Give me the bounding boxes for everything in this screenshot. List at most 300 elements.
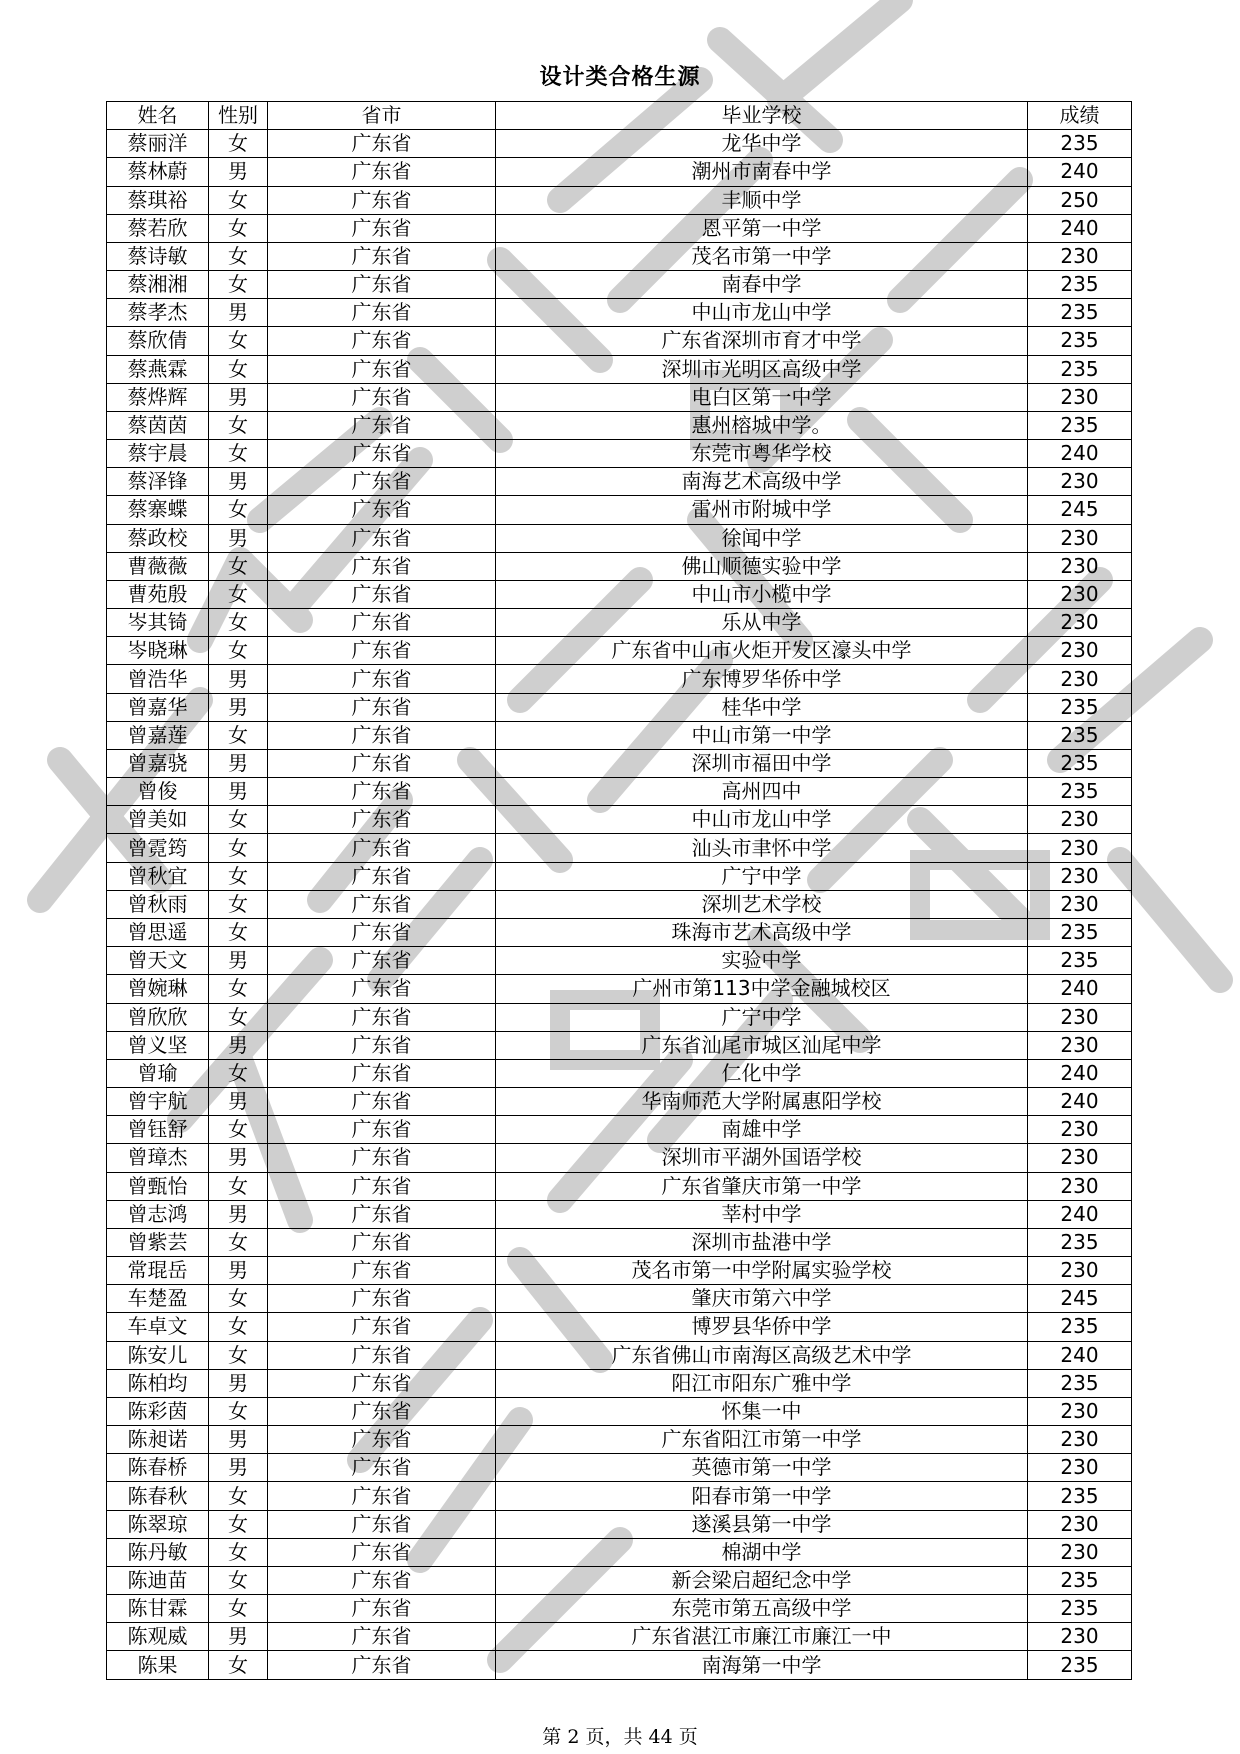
cell-score: 230: [1028, 665, 1132, 693]
cell-name: 陈柏均: [107, 1369, 209, 1397]
table-row: [107, 1566, 1132, 1594]
cell-name: 曾宇航: [107, 1088, 209, 1116]
cell-gender: 女: [209, 609, 268, 637]
cell-province: 广东省: [268, 749, 496, 777]
cell-score: 235: [1028, 271, 1132, 299]
cell-province: 广东省: [268, 1426, 496, 1454]
header-score: 成绩: [1028, 102, 1132, 130]
cell-province: 广东省: [268, 721, 496, 749]
cell-gender: 男: [209, 1088, 268, 1116]
cell-school: 佛山顺德实验中学: [496, 552, 1028, 580]
cell-gender: 女: [209, 1538, 268, 1566]
cell-gender: 女: [209, 355, 268, 383]
cell-score: 230: [1028, 862, 1132, 890]
cell-school: 东莞市粤华学校: [496, 440, 1028, 468]
cell-province: 广东省: [268, 524, 496, 552]
cell-school: 怀集一中: [496, 1397, 1028, 1425]
cell-score: 230: [1028, 1623, 1132, 1651]
cell-school: 广宁中学: [496, 1003, 1028, 1031]
cell-gender: 女: [209, 1285, 268, 1313]
cell-score: 235: [1028, 721, 1132, 749]
cell-school: 高州四中: [496, 778, 1028, 806]
cell-province: 广东省: [268, 327, 496, 355]
cell-score: 240: [1028, 1341, 1132, 1369]
cell-school: 广东省湛江市廉江市廉江一中: [496, 1623, 1028, 1651]
cell-gender: 女: [209, 271, 268, 299]
cell-province: 广东省: [268, 130, 496, 158]
table-row: [107, 1397, 1132, 1425]
cell-score: 235: [1028, 1313, 1132, 1341]
cell-school: 珠海市艺术高级中学: [496, 918, 1028, 946]
cell-name: 蔡湘湘: [107, 271, 209, 299]
cell-score: 250: [1028, 186, 1132, 214]
cell-province: 广东省: [268, 975, 496, 1003]
cell-score: 230: [1028, 1510, 1132, 1538]
cell-school: 雷州市附城中学: [496, 496, 1028, 524]
cell-score: 230: [1028, 1172, 1132, 1200]
cell-name: 曾志鸿: [107, 1200, 209, 1228]
table-row: [107, 524, 1132, 552]
cell-gender: 男: [209, 1623, 268, 1651]
cell-gender: 女: [209, 975, 268, 1003]
cell-gender: 女: [209, 186, 268, 214]
cell-name: 车卓文: [107, 1313, 209, 1341]
cell-score: 235: [1028, 1566, 1132, 1594]
cell-score: 230: [1028, 609, 1132, 637]
cell-score: 230: [1028, 1538, 1132, 1566]
cell-province: 广东省: [268, 1566, 496, 1594]
cell-school: 东莞市第五高级中学: [496, 1595, 1028, 1623]
cell-gender: 男: [209, 524, 268, 552]
table-row: [107, 214, 1132, 242]
cell-province: 广东省: [268, 637, 496, 665]
cell-school: 广东省阳江市第一中学: [496, 1426, 1028, 1454]
cell-school: 深圳市平湖外国语学校: [496, 1144, 1028, 1172]
cell-school: 惠州榕城中学。: [496, 411, 1028, 439]
cell-gender: 男: [209, 383, 268, 411]
cell-gender: 女: [209, 721, 268, 749]
cell-score: 235: [1028, 1369, 1132, 1397]
cell-score: 235: [1028, 1482, 1132, 1510]
cell-province: 广东省: [268, 580, 496, 608]
cell-school: 广宁中学: [496, 862, 1028, 890]
cell-name: 蔡茵茵: [107, 411, 209, 439]
cell-province: 广东省: [268, 496, 496, 524]
cell-gender: 男: [209, 1257, 268, 1285]
cell-school: 广东省深圳市育才中学: [496, 327, 1028, 355]
cell-score: 230: [1028, 834, 1132, 862]
cell-name: 曾思遥: [107, 918, 209, 946]
table-row: [107, 158, 1132, 186]
table-row: [107, 693, 1132, 721]
table-row: [107, 1369, 1132, 1397]
cell-school: 中山市第一中学: [496, 721, 1028, 749]
cell-score: 235: [1028, 299, 1132, 327]
cell-province: 广东省: [268, 383, 496, 411]
cell-gender: 女: [209, 1510, 268, 1538]
table-row: [107, 1538, 1132, 1566]
cell-school: 南海艺术高级中学: [496, 468, 1028, 496]
cell-gender: 女: [209, 1116, 268, 1144]
cell-name: 曾婉琳: [107, 975, 209, 1003]
cell-school: 深圳艺术学校: [496, 890, 1028, 918]
cell-school: 南春中学: [496, 271, 1028, 299]
cell-school: 广东省肇庆市第一中学: [496, 1172, 1028, 1200]
table-row: [107, 1059, 1132, 1087]
cell-province: 广东省: [268, 834, 496, 862]
table-row: [107, 383, 1132, 411]
cell-name: 蔡林蔚: [107, 158, 209, 186]
cell-gender: 男: [209, 778, 268, 806]
cell-province: 广东省: [268, 665, 496, 693]
cell-name: 蔡欣倩: [107, 327, 209, 355]
cell-score: 230: [1028, 1003, 1132, 1031]
cell-name: 蔡宇晨: [107, 440, 209, 468]
cell-score: 240: [1028, 214, 1132, 242]
cell-name: 陈昶诺: [107, 1426, 209, 1454]
table-row: [107, 890, 1132, 918]
cell-school: 新会梁启超纪念中学: [496, 1566, 1028, 1594]
cell-score: 230: [1028, 806, 1132, 834]
cell-name: 曾钰舒: [107, 1116, 209, 1144]
table-row: [107, 918, 1132, 946]
cell-school: 广东省佛山市南海区高级艺术中学: [496, 1341, 1028, 1369]
cell-gender: 女: [209, 1595, 268, 1623]
cell-gender: 女: [209, 918, 268, 946]
cell-school: 南海第一中学: [496, 1651, 1028, 1679]
cell-school: 华南师范大学附属惠阳学校: [496, 1088, 1028, 1116]
cell-school: 茂名市第一中学: [496, 242, 1028, 270]
cell-name: 曾俊: [107, 778, 209, 806]
cell-gender: 女: [209, 214, 268, 242]
cell-province: 广东省: [268, 1200, 496, 1228]
table-row: [107, 1144, 1132, 1172]
cell-province: 广东省: [268, 242, 496, 270]
table-row: [107, 749, 1132, 777]
cell-school: 阳春市第一中学: [496, 1482, 1028, 1510]
cell-name: 蔡丽洋: [107, 130, 209, 158]
table-row: [107, 186, 1132, 214]
cell-gender: 女: [209, 890, 268, 918]
cell-gender: 女: [209, 1059, 268, 1087]
cell-gender: 男: [209, 1369, 268, 1397]
table-row: [107, 1228, 1132, 1256]
cell-province: 广东省: [268, 1538, 496, 1566]
cell-gender: 女: [209, 1003, 268, 1031]
cell-gender: 男: [209, 947, 268, 975]
cell-name: 曾紫芸: [107, 1228, 209, 1256]
cell-province: 广东省: [268, 1510, 496, 1538]
cell-school: 仁化中学: [496, 1059, 1028, 1087]
table-row: [107, 327, 1132, 355]
cell-gender: 男: [209, 1454, 268, 1482]
cell-gender: 女: [209, 1341, 268, 1369]
cell-name: 陈甘霖: [107, 1595, 209, 1623]
cell-name: 陈春秋: [107, 1482, 209, 1510]
cell-gender: 男: [209, 1031, 268, 1059]
cell-gender: 男: [209, 1200, 268, 1228]
table-row: [107, 552, 1132, 580]
table-row: [107, 242, 1132, 270]
cell-name: 车楚盈: [107, 1285, 209, 1313]
header-name: 姓名: [107, 102, 209, 130]
cell-school: 汕头市聿怀中学: [496, 834, 1028, 862]
cell-name: 陈丹敏: [107, 1538, 209, 1566]
cell-province: 广东省: [268, 1397, 496, 1425]
cell-score: 240: [1028, 440, 1132, 468]
cell-name: 蔡燕霖: [107, 355, 209, 383]
cell-province: 广东省: [268, 355, 496, 383]
table-row: [107, 1341, 1132, 1369]
cell-gender: 女: [209, 440, 268, 468]
cell-name: 陈迪苗: [107, 1566, 209, 1594]
cell-school: 茂名市第一中学附属实验学校: [496, 1257, 1028, 1285]
cell-province: 广东省: [268, 1341, 496, 1369]
header-school: 毕业学校: [496, 102, 1028, 130]
table-header-row: [107, 102, 1132, 130]
cell-gender: 女: [209, 637, 268, 665]
cell-name: 蔡琪裕: [107, 186, 209, 214]
cell-name: 曾浩华: [107, 665, 209, 693]
table-row: [107, 665, 1132, 693]
cell-gender: 男: [209, 749, 268, 777]
table-row: [107, 468, 1132, 496]
cell-name: 陈果: [107, 1651, 209, 1679]
cell-gender: 女: [209, 1313, 268, 1341]
cell-name: 曾嘉华: [107, 693, 209, 721]
cell-province: 广东省: [268, 1144, 496, 1172]
cell-score: 240: [1028, 1200, 1132, 1228]
cell-name: 陈春桥: [107, 1454, 209, 1482]
cell-province: 广东省: [268, 806, 496, 834]
cell-school: 实验中学: [496, 947, 1028, 975]
cell-school: 龙华中学: [496, 130, 1028, 158]
cell-school: 博罗县华侨中学: [496, 1313, 1028, 1341]
cell-province: 广东省: [268, 1257, 496, 1285]
cell-name: 岑晓琳: [107, 637, 209, 665]
cell-gender: 男: [209, 665, 268, 693]
table-row: [107, 1088, 1132, 1116]
table-row: [107, 1510, 1132, 1538]
cell-province: 广东省: [268, 1059, 496, 1087]
cell-score: 245: [1028, 1285, 1132, 1313]
cell-name: 曾天文: [107, 947, 209, 975]
cell-score: 230: [1028, 552, 1132, 580]
cell-score: 230: [1028, 637, 1132, 665]
page-footer: 第 2 页，共 44 页: [542, 1726, 698, 1748]
cell-province: 广东省: [268, 1623, 496, 1651]
cell-province: 广东省: [268, 1228, 496, 1256]
header-gender: 性别: [209, 102, 268, 130]
cell-score: 235: [1028, 693, 1132, 721]
cell-score: 235: [1028, 130, 1132, 158]
cell-name: 曾秋雨: [107, 890, 209, 918]
cell-score: 230: [1028, 580, 1132, 608]
cell-name: 曹薇薇: [107, 552, 209, 580]
cell-province: 广东省: [268, 890, 496, 918]
cell-score: 230: [1028, 1144, 1132, 1172]
table-row: [107, 609, 1132, 637]
cell-score: 230: [1028, 1257, 1132, 1285]
cell-score: 240: [1028, 975, 1132, 1003]
cell-province: 广东省: [268, 186, 496, 214]
cell-school: 恩平第一中学: [496, 214, 1028, 242]
table-row: [107, 1003, 1132, 1031]
cell-school: 广东省中山市火炬开发区濠头中学: [496, 637, 1028, 665]
cell-score: 230: [1028, 1426, 1132, 1454]
table-row: [107, 721, 1132, 749]
cell-name: 蔡孝杰: [107, 299, 209, 327]
cell-school: 潮州市南春中学: [496, 158, 1028, 186]
cell-province: 广东省: [268, 1369, 496, 1397]
cell-gender: 女: [209, 806, 268, 834]
cell-score: 235: [1028, 778, 1132, 806]
cell-name: 蔡若欣: [107, 214, 209, 242]
table-row: [107, 1031, 1132, 1059]
table-row: [107, 1623, 1132, 1651]
cell-gender: 女: [209, 1566, 268, 1594]
table-body: [107, 130, 1132, 1679]
cell-province: 广东省: [268, 552, 496, 580]
cell-name: 曾嘉骁: [107, 749, 209, 777]
cell-province: 广东省: [268, 1088, 496, 1116]
cell-school: 棉湖中学: [496, 1538, 1028, 1566]
table-row: [107, 975, 1132, 1003]
cell-school: 广州市第113中学金融城校区: [496, 975, 1028, 1003]
cell-score: 230: [1028, 890, 1132, 918]
cell-school: 中山市龙山中学: [496, 299, 1028, 327]
cell-score: 235: [1028, 1595, 1132, 1623]
cell-school: 桂华中学: [496, 693, 1028, 721]
cell-score: 230: [1028, 468, 1132, 496]
table-row: [107, 580, 1132, 608]
cell-province: 广东省: [268, 1116, 496, 1144]
cell-name: 曾嘉莲: [107, 721, 209, 749]
table-row: [107, 271, 1132, 299]
cell-score: 240: [1028, 158, 1132, 186]
table-row: [107, 1257, 1132, 1285]
cell-school: 英德市第一中学: [496, 1454, 1028, 1482]
cell-school: 电白区第一中学: [496, 383, 1028, 411]
cell-score: 235: [1028, 918, 1132, 946]
page-title: 设计类合格生源: [539, 65, 701, 90]
cell-province: 广东省: [268, 693, 496, 721]
table-row: [107, 1116, 1132, 1144]
cell-school: 中山市龙山中学: [496, 806, 1028, 834]
cell-name: 蔡诗敏: [107, 242, 209, 270]
cell-score: 230: [1028, 383, 1132, 411]
cell-province: 广东省: [268, 1482, 496, 1510]
cell-name: 曾霓筠: [107, 834, 209, 862]
table-row: [107, 1172, 1132, 1200]
cell-school: 徐闻中学: [496, 524, 1028, 552]
cell-gender: 女: [209, 1397, 268, 1425]
cell-province: 广东省: [268, 609, 496, 637]
cell-province: 广东省: [268, 1003, 496, 1031]
cell-province: 广东省: [268, 1172, 496, 1200]
cell-gender: 女: [209, 862, 268, 890]
cell-score: 235: [1028, 411, 1132, 439]
cell-name: 陈安儿: [107, 1341, 209, 1369]
cell-province: 广东省: [268, 411, 496, 439]
cell-school: 乐从中学: [496, 609, 1028, 637]
cell-score: 240: [1028, 1059, 1132, 1087]
cell-province: 广东省: [268, 214, 496, 242]
table-row: [107, 806, 1132, 834]
cell-gender: 女: [209, 1172, 268, 1200]
cell-province: 广东省: [268, 1595, 496, 1623]
cell-school: 深圳市光明区高级中学: [496, 355, 1028, 383]
table-row: [107, 1426, 1132, 1454]
cell-score: 235: [1028, 1651, 1132, 1679]
cell-gender: 女: [209, 242, 268, 270]
cell-score: 230: [1028, 242, 1132, 270]
cell-score: 230: [1028, 1454, 1132, 1482]
cell-score: 235: [1028, 327, 1132, 355]
table-row: [107, 834, 1132, 862]
header-province: 省市: [268, 102, 496, 130]
cell-name: 曹苑殷: [107, 580, 209, 608]
cell-name: 蔡政校: [107, 524, 209, 552]
table-row: [107, 778, 1132, 806]
cell-school: 深圳市福田中学: [496, 749, 1028, 777]
cell-gender: 女: [209, 1228, 268, 1256]
cell-score: 230: [1028, 1031, 1132, 1059]
cell-gender: 女: [209, 411, 268, 439]
cell-gender: 女: [209, 327, 268, 355]
table-row: [107, 355, 1132, 383]
table-row: [107, 1454, 1132, 1482]
cell-name: 陈翠琼: [107, 1510, 209, 1538]
cell-score: 235: [1028, 947, 1132, 975]
cell-gender: 男: [209, 299, 268, 327]
cell-province: 广东省: [268, 918, 496, 946]
table-row: [107, 496, 1132, 524]
cell-gender: 男: [209, 1426, 268, 1454]
cell-school: 广东博罗华侨中学: [496, 665, 1028, 693]
table-row: [107, 637, 1132, 665]
cell-province: 广东省: [268, 1651, 496, 1679]
table-row: [107, 1200, 1132, 1228]
cell-school: 中山市小榄中学: [496, 580, 1028, 608]
cell-name: 蔡烨辉: [107, 383, 209, 411]
cell-school: 阳江市阳东广雅中学: [496, 1369, 1028, 1397]
cell-score: 235: [1028, 1228, 1132, 1256]
cell-gender: 男: [209, 158, 268, 186]
cell-province: 广东省: [268, 947, 496, 975]
table-row: [107, 1651, 1132, 1679]
cell-name: 曾义坚: [107, 1031, 209, 1059]
cell-name: 陈观威: [107, 1623, 209, 1651]
cell-province: 广东省: [268, 271, 496, 299]
cell-school: 莘村中学: [496, 1200, 1028, 1228]
table-row: [107, 947, 1132, 975]
roster-table: [106, 101, 1132, 1680]
cell-school: 丰顺中学: [496, 186, 1028, 214]
cell-name: 常琨岳: [107, 1257, 209, 1285]
cell-province: 广东省: [268, 1285, 496, 1313]
table-row: [107, 1313, 1132, 1341]
cell-score: 230: [1028, 524, 1132, 552]
cell-gender: 男: [209, 468, 268, 496]
cell-province: 广东省: [268, 1031, 496, 1059]
table-row: [107, 1595, 1132, 1623]
cell-province: 广东省: [268, 468, 496, 496]
cell-school: 深圳市盐港中学: [496, 1228, 1028, 1256]
cell-score: 230: [1028, 1116, 1132, 1144]
table-row: [107, 1285, 1132, 1313]
cell-gender: 女: [209, 552, 268, 580]
